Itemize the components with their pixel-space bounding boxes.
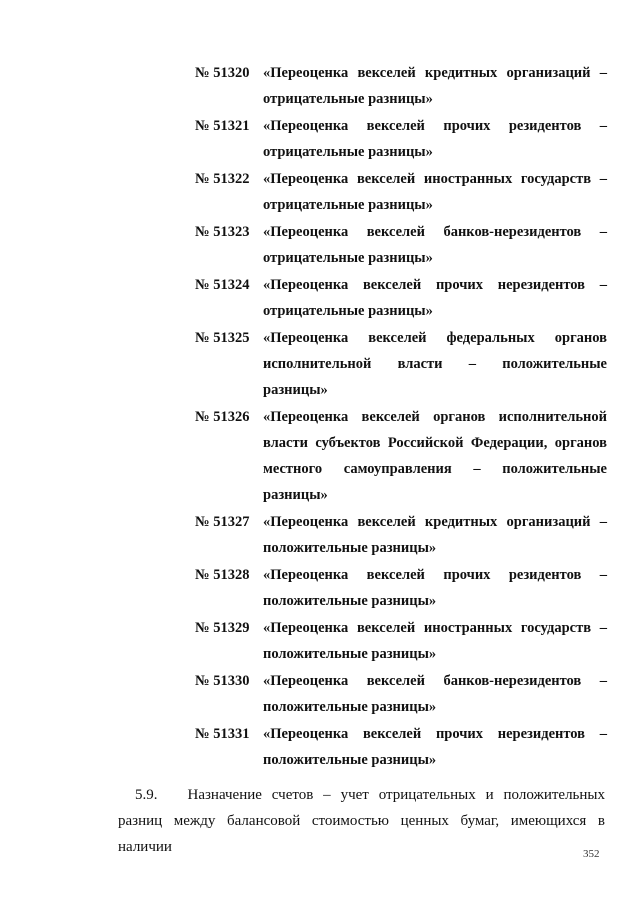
account-entry xyxy=(195,272,607,324)
account-number: № 51326 xyxy=(195,409,250,425)
account-entry xyxy=(195,404,607,508)
account-number: № 51323 xyxy=(195,224,250,240)
section-number: 5.9. xyxy=(135,787,158,803)
page-number: 352 xyxy=(583,848,600,860)
account-title: «Переоценка векселей кредитных организаций – положительные разницы» xyxy=(263,514,607,556)
account-title: «Переоценка векселей иностранных государств – положительные разницы» xyxy=(263,620,607,662)
account-title: «Переоценка векселей банков-нерезидентов – положительные разницы» xyxy=(263,673,607,715)
account-entry xyxy=(195,509,607,561)
account-title: «Переоценка векселей банков-нерезидентов – отрицательные разницы» xyxy=(263,224,607,266)
account-title: «Переоценка векселей прочих резидентов – отрицательные разницы» xyxy=(263,118,607,160)
account-entry xyxy=(195,615,607,667)
account-number: № 51320 xyxy=(195,65,250,81)
account-entry xyxy=(195,325,607,403)
account-number: № 51325 xyxy=(195,330,250,346)
account-number: № 51329 xyxy=(195,620,250,636)
account-title: «Переоценка векселей прочих нерезидентов – отрицательные разницы» xyxy=(263,277,607,319)
account-number: № 51324 xyxy=(195,277,250,293)
account-title: «Переоценка векселей иностранных государств – отрицательные разницы» xyxy=(263,171,607,213)
account-entry xyxy=(195,166,607,218)
paragraph-text: Назначение счетов – учет отрицательных и положительных разниц между балансовой стоимостью ценных бумаг, имеющихся в наличии xyxy=(118,787,605,855)
account-entry xyxy=(195,562,607,614)
account-number: № 51328 xyxy=(195,567,250,583)
account-number: № 51330 xyxy=(195,673,250,689)
account-title: «Переоценка векселей органов исполнительной власти субъектов Российской Федерации, органов местного самоуправления – положительные разницы» xyxy=(263,409,607,503)
account-number: № 51331 xyxy=(195,726,250,742)
account-entry xyxy=(195,219,607,271)
account-entry xyxy=(195,721,607,773)
account-entry xyxy=(195,113,607,165)
account-list xyxy=(195,60,607,774)
account-title: «Переоценка векселей прочих резидентов – положительные разницы» xyxy=(263,567,607,609)
account-title: «Переоценка векселей кредитных организаций – отрицательные разницы» xyxy=(263,65,607,107)
account-entry xyxy=(195,60,607,112)
section-paragraph xyxy=(118,782,605,860)
account-number: № 51321 xyxy=(195,118,250,134)
account-number: № 51322 xyxy=(195,171,250,187)
account-number: № 51327 xyxy=(195,514,250,530)
account-title: «Переоценка векселей федеральных органов исполнительной власти – положительные разницы» xyxy=(263,330,607,398)
account-entry xyxy=(195,668,607,720)
account-title: «Переоценка векселей прочих нерезидентов – положительные разницы» xyxy=(263,726,607,768)
